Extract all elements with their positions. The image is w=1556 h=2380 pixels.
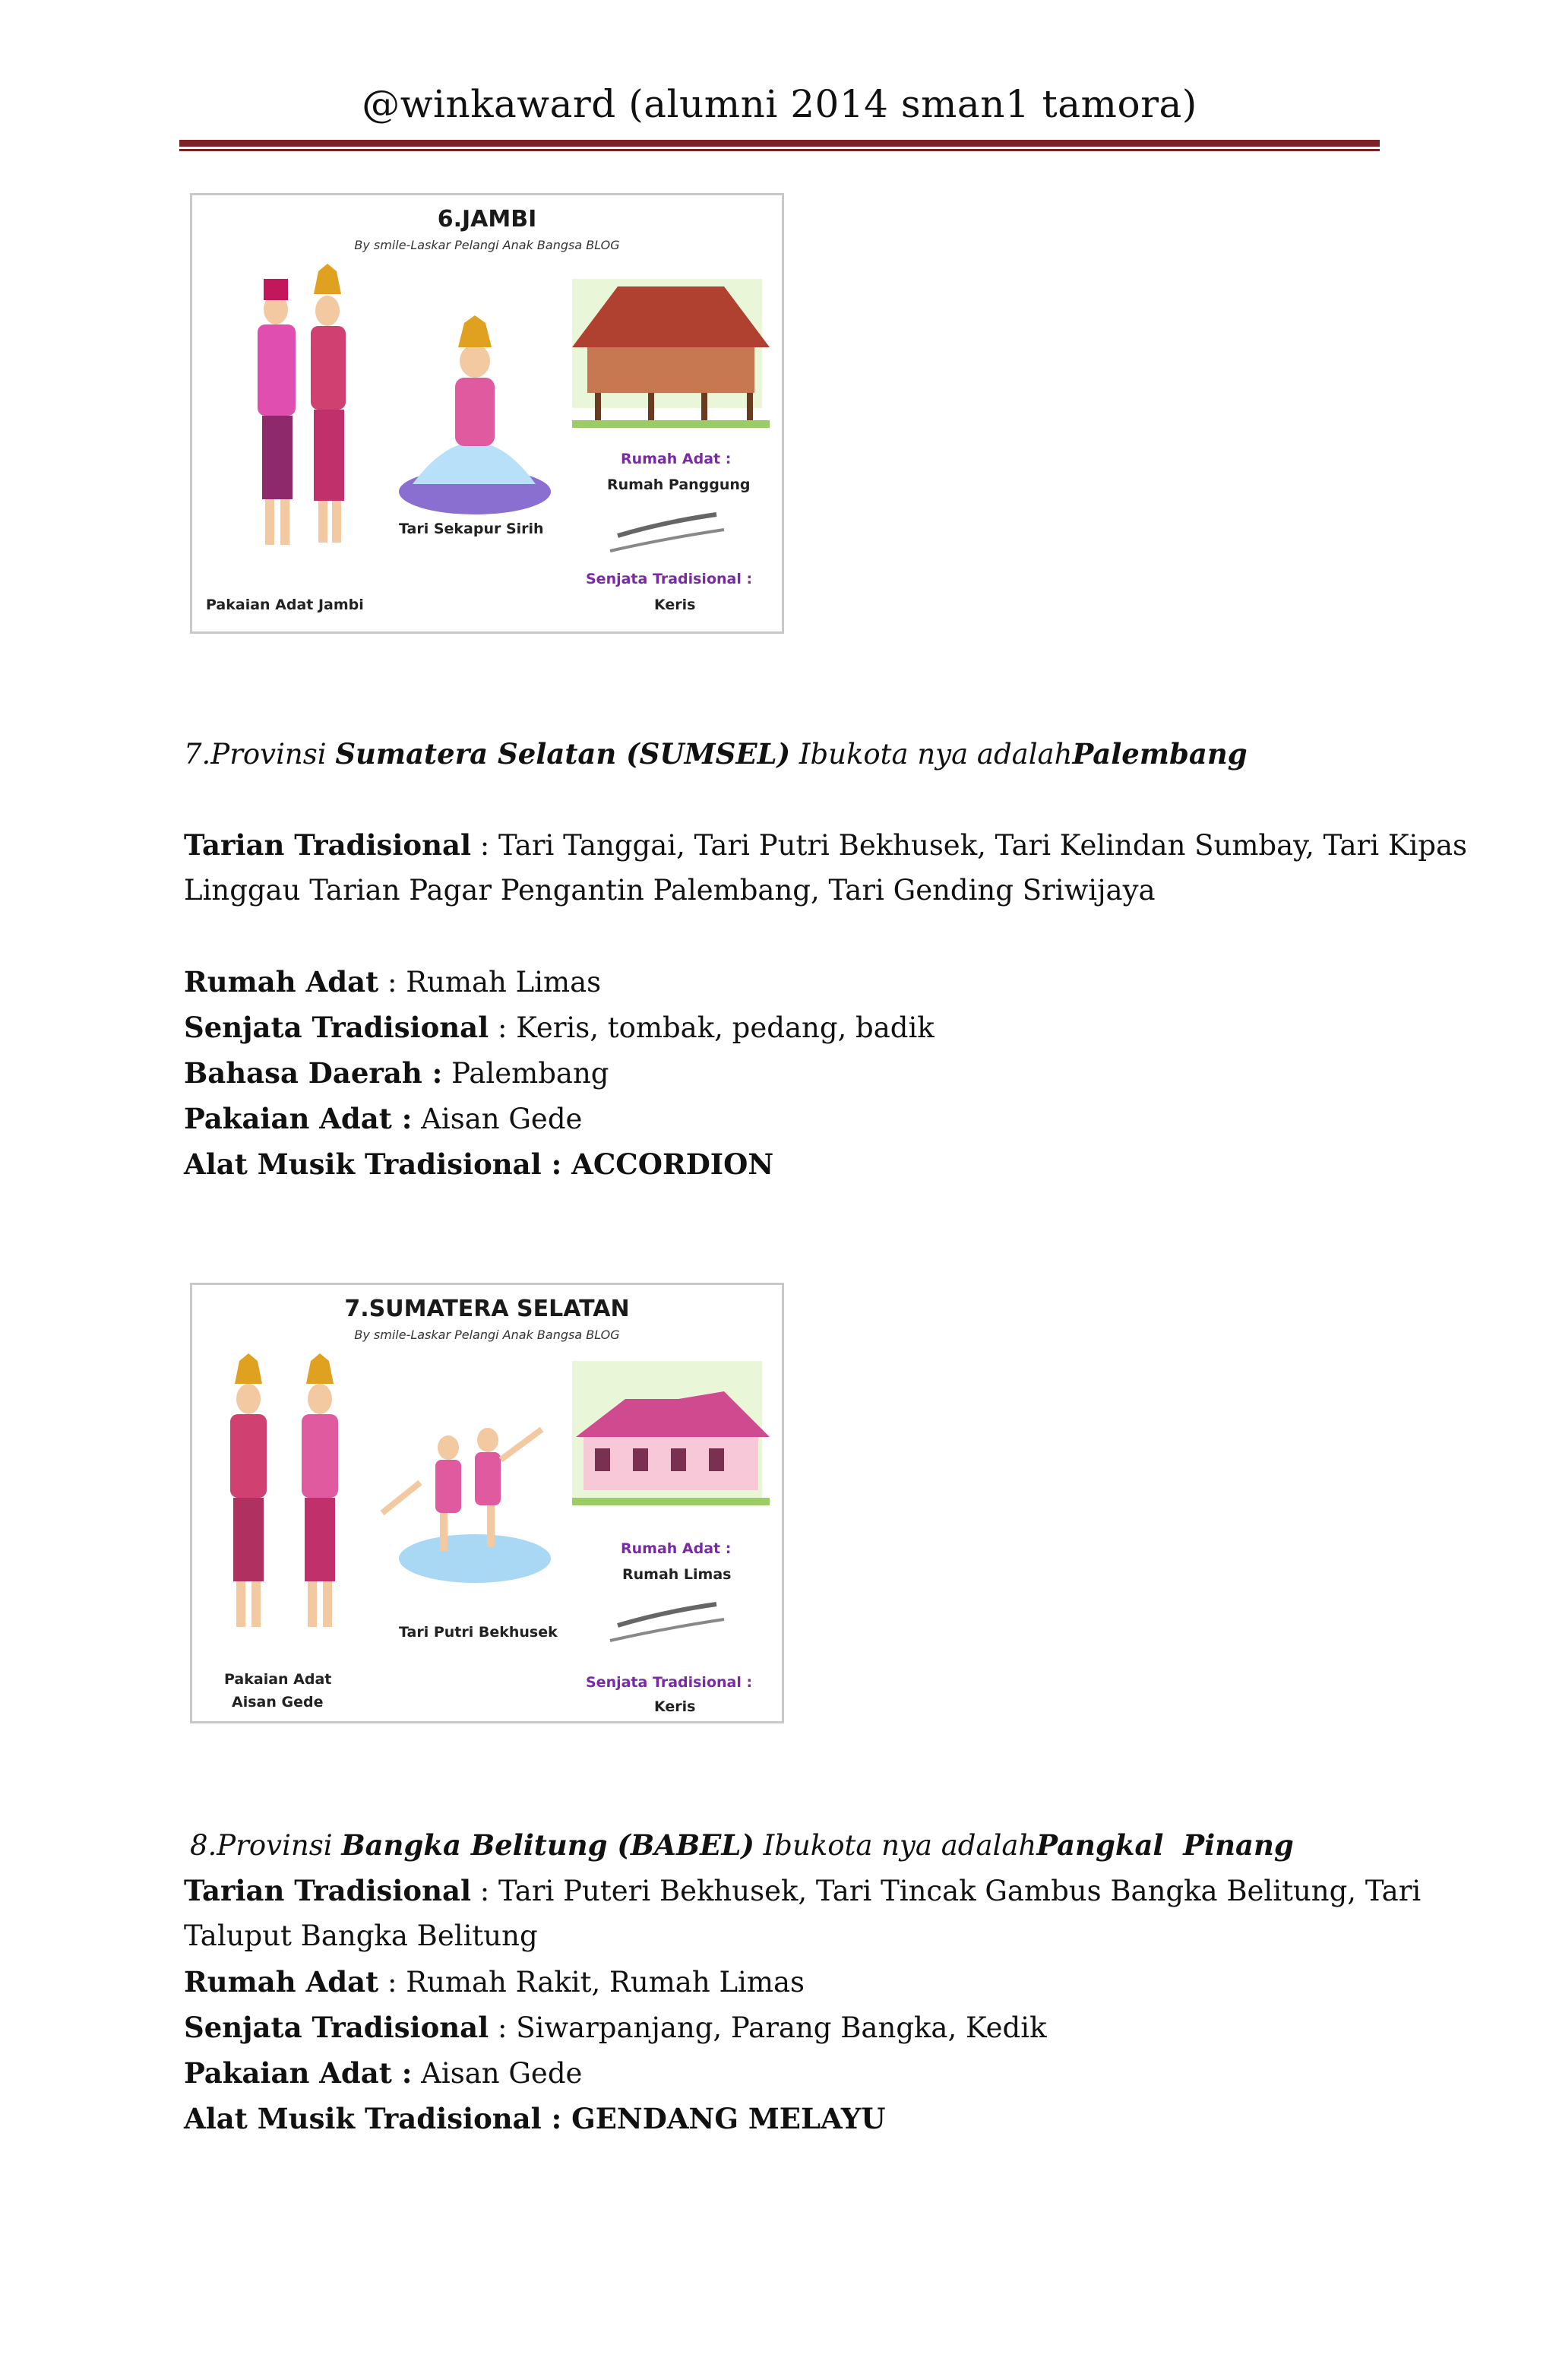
dancer-figure-icon — [399, 315, 551, 514]
figure-subtitle: By smile-Laskar Pelangi Anak Bangsa BLOG — [354, 1328, 620, 1342]
senjata-line — [184, 2005, 1415, 2050]
capital-name: Palembang — [1072, 737, 1248, 771]
tarian-line — [184, 1868, 1422, 1913]
tarian-line — [184, 822, 1468, 868]
senjata-value: : Keris, tombak, pedang, badik — [489, 1011, 935, 1044]
label-weapon-title: Senjata Tradisional : — [586, 571, 753, 587]
page-header: @winkaward (alumni 2014 sman1 tamora) — [362, 82, 1197, 126]
label-weapon: Keris — [654, 1698, 696, 1715]
rumah-label: Rumah Adat — [184, 1965, 379, 1999]
house-icon — [572, 1361, 770, 1505]
section-sumsel — [184, 731, 1468, 1187]
dancers-figure-icon — [382, 1428, 551, 1583]
senjata-line — [184, 1005, 1415, 1050]
label-weapon-title: Senjata Tradisional : — [586, 1674, 753, 1691]
capital-text: Ibukota nya adalah — [754, 1829, 1037, 1862]
label-dance: Tari Sekapur Sirih — [399, 521, 544, 537]
keris-icon — [610, 514, 724, 551]
pakaian-value: Aisan Gede — [412, 2057, 583, 2090]
senjata-label: Senjata Tradisional — [184, 1011, 489, 1044]
label-clothing: Pakaian Adat Jambi — [206, 597, 364, 613]
figure-sumsel — [190, 1283, 784, 1723]
keris-icon — [610, 1604, 724, 1641]
tarian-value-2: Taluput Bangka Belitung — [184, 1920, 538, 1952]
tarian-line-2 — [184, 868, 1415, 913]
rumah-value: : Rumah Rakit, Rumah Limas — [378, 1966, 805, 1999]
rumah-label: Rumah Adat — [184, 965, 379, 999]
province-heading — [184, 731, 1415, 777]
senjata-value: : Siwarpanjang, Parang Bangka, Kedik — [489, 2011, 1047, 2044]
rumah-line — [184, 959, 1415, 1005]
rumah-value: : Rumah Limas — [378, 966, 602, 999]
couple-figure-icon — [258, 264, 346, 545]
senjata-label: Senjata Tradisional — [184, 2011, 489, 2044]
province-prefix: 7.Provinsi — [184, 738, 336, 771]
bahasa-label: Bahasa Daerah : — [184, 1056, 443, 1090]
figure-subtitle: By smile-Laskar Pelangi Anak Bangsa BLOG — [354, 238, 620, 252]
musik-line: Alat Musik Tradisional : ACCORDION — [184, 1147, 774, 1181]
bahasa-value: Palembang — [442, 1057, 609, 1090]
pakaian-line — [184, 2050, 1415, 2096]
couple-figure-icon — [230, 1353, 338, 1627]
jambi-illustration — [192, 195, 782, 631]
musik-line: Alat Musik Tradisional : GENDANG MELAYU — [184, 2102, 886, 2135]
pakaian-label: Pakaian Adat : — [184, 1102, 413, 1135]
tarian-line-2 — [184, 1913, 1415, 1959]
label-house: Rumah Panggung — [607, 476, 751, 493]
figure-title: 6.JAMBI — [437, 206, 537, 233]
label-house-title: Rumah Adat : — [621, 1540, 732, 1557]
label-house: Rumah Limas — [622, 1566, 732, 1583]
tarian-label: Tarian Tradisional — [184, 1874, 472, 1907]
capital-text: Ibukota nya adalah — [790, 738, 1073, 771]
label-weapon: Keris — [654, 597, 696, 613]
pakaian-label: Pakaian Adat : — [184, 2056, 413, 2090]
figure-title: 7.SUMATERA SELATAN — [344, 1296, 630, 1322]
province-name: Bangka Belitung (BABEL) — [341, 1828, 754, 1862]
section-babel — [184, 1822, 1422, 2141]
rumah-line — [184, 1959, 1415, 2005]
province-heading — [184, 1822, 1415, 1868]
tarian-value-2: Linggau Tarian Pagar Pengantin Palembang, Tari Gending Sriwijaya — [184, 874, 1156, 907]
header-rule — [179, 140, 1380, 147]
label-house-title: Rumah Adat : — [621, 451, 732, 467]
tarian-value: : Tari Puteri Bekhusek, Tari Tincak Gambus Bangka Belitung, Tari — [471, 1875, 1422, 1907]
province-prefix: 8.Provinsi — [190, 1829, 342, 1862]
label-clothing-2: Aisan Gede — [232, 1694, 324, 1711]
sumsel-illustration — [192, 1285, 782, 1721]
tarian-value: : Tari Tanggai, Tari Putri Bekhusek, Tari Kelindan Sumbay, Tari Kipas — [471, 829, 1468, 862]
tarian-label: Tarian Tradisional — [184, 828, 472, 862]
label-clothing: Pakaian Adat — [224, 1671, 332, 1688]
province-name: Sumatera Selatan (SUMSEL) — [335, 737, 791, 771]
capital-name: Pangkal Pinang — [1036, 1828, 1294, 1862]
bahasa-line — [184, 1050, 1415, 1096]
header-rule-thin — [179, 149, 1380, 151]
pakaian-value: Aisan Gede — [412, 1103, 583, 1135]
house-icon — [572, 279, 770, 428]
figure-jambi — [190, 193, 784, 634]
pakaian-line — [184, 1096, 1415, 1141]
label-dance: Tari Putri Bekhusek — [399, 1624, 558, 1641]
